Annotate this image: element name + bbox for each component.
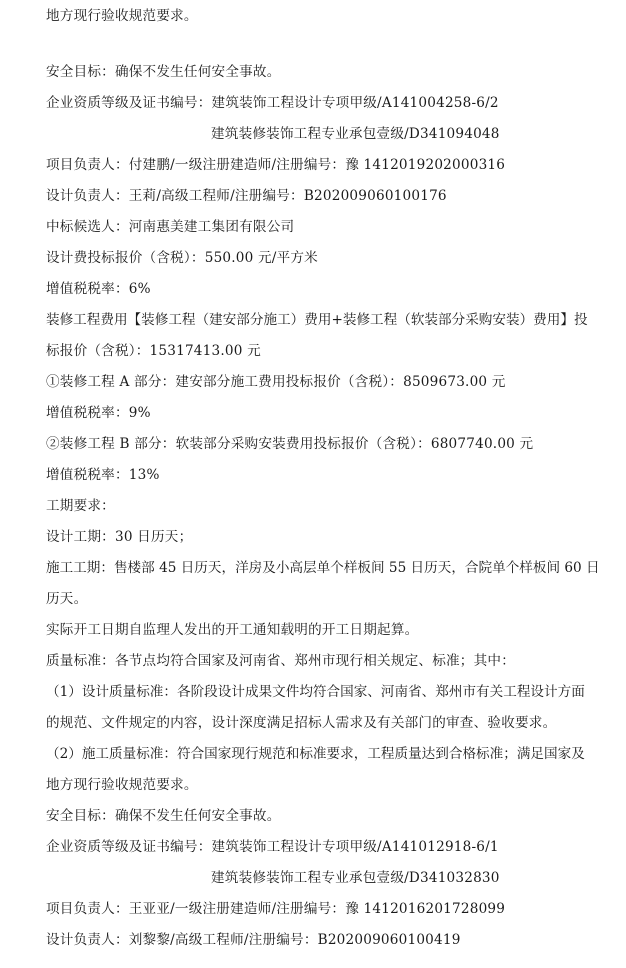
- text-line: 企业资质等级及证书编号：建筑装饰工程设计专项甲级/A141004258-6/2: [46, 95, 499, 111]
- text-line: 设计负责人：刘黎黎/高级工程师/注册编号：B202009060100419: [46, 932, 461, 948]
- text-line: （1）设计质量标准：各阶段设计成果文件均符合国家、河南省、郑州市有关工程设计方面: [46, 684, 585, 700]
- text-line: 地方现行验收规范要求。: [46, 8, 198, 24]
- text-line: 的规范、文件规定的内容，设计深度满足招标人需求及有关部门的审查、验收要求。: [46, 715, 557, 731]
- text-line: 标报价（含税）：15317413.00 元: [46, 343, 261, 359]
- text-line: 企业资质等级及证书编号：建筑装饰工程设计专项甲级/A141012918-6/1: [46, 839, 499, 855]
- text-line: 设计负责人：王莉/高级工程师/注册编号：B202009060100176: [46, 188, 447, 204]
- text-line: 建筑装修装饰工程专业承包壹级/D341032830: [211, 870, 500, 886]
- text-line: 设计工期：30 日历天；: [46, 529, 193, 545]
- text-line: 建筑装修装饰工程专业承包壹级/D341094048: [211, 126, 500, 142]
- text-line: 中标候选人：河南惠美建工集团有限公司: [46, 219, 295, 235]
- text-line: 项目负责人：付建鹏/一级注册建造师/注册编号：豫 1412019202000316: [46, 157, 506, 173]
- text-line: 装修工程费用【装修工程（建安部分施工）费用+装修工程（软装部分采购安装）费用】投: [46, 312, 588, 328]
- text-line: （2）施工质量标准：符合国家现行规范和标准要求，工程质量达到合格标准；满足国家及: [46, 746, 585, 762]
- text-line: 安全目标：确保不发生任何安全事故。: [46, 64, 281, 80]
- text-line: 增值税税率：9%: [46, 405, 151, 421]
- text-line: 质量标准：各节点均符合国家及河南省、郑州市现行相关规定、标准；其中：: [46, 653, 515, 669]
- text-line: ②装修工程 B 部分：软装部分采购安装费用投标报价（含税）：6807740.00 元: [46, 436, 534, 452]
- text-line: 项目负责人：王亚亚/一级注册建造师/注册编号：豫 1412016201728099: [46, 901, 506, 917]
- text-line: 工期要求：: [46, 498, 115, 514]
- text-line: 安全目标：确保不发生任何安全事故。: [46, 808, 281, 824]
- text-line: 增值税税率：6%: [46, 281, 151, 297]
- text-line: 增值税税率：13%: [46, 467, 160, 483]
- text-line: 实际开工日期自监理人发出的开工通知载明的开工日期起算。: [46, 622, 419, 638]
- text-line: 历天。: [46, 591, 88, 607]
- text-line: 施工工期：售楼部 45 日历天，洋房及小高层单个样板间 55 日历天，合院单个样板间 60 日: [46, 560, 600, 576]
- text-line: 设计费投标报价（含税）：550.00 元/平方米: [46, 250, 318, 266]
- text-line: ①装修工程 A 部分：建安部分施工费用投标报价（含税）：8509673.00 元: [46, 374, 506, 390]
- text-line: 地方现行验收规范要求。: [46, 777, 198, 793]
